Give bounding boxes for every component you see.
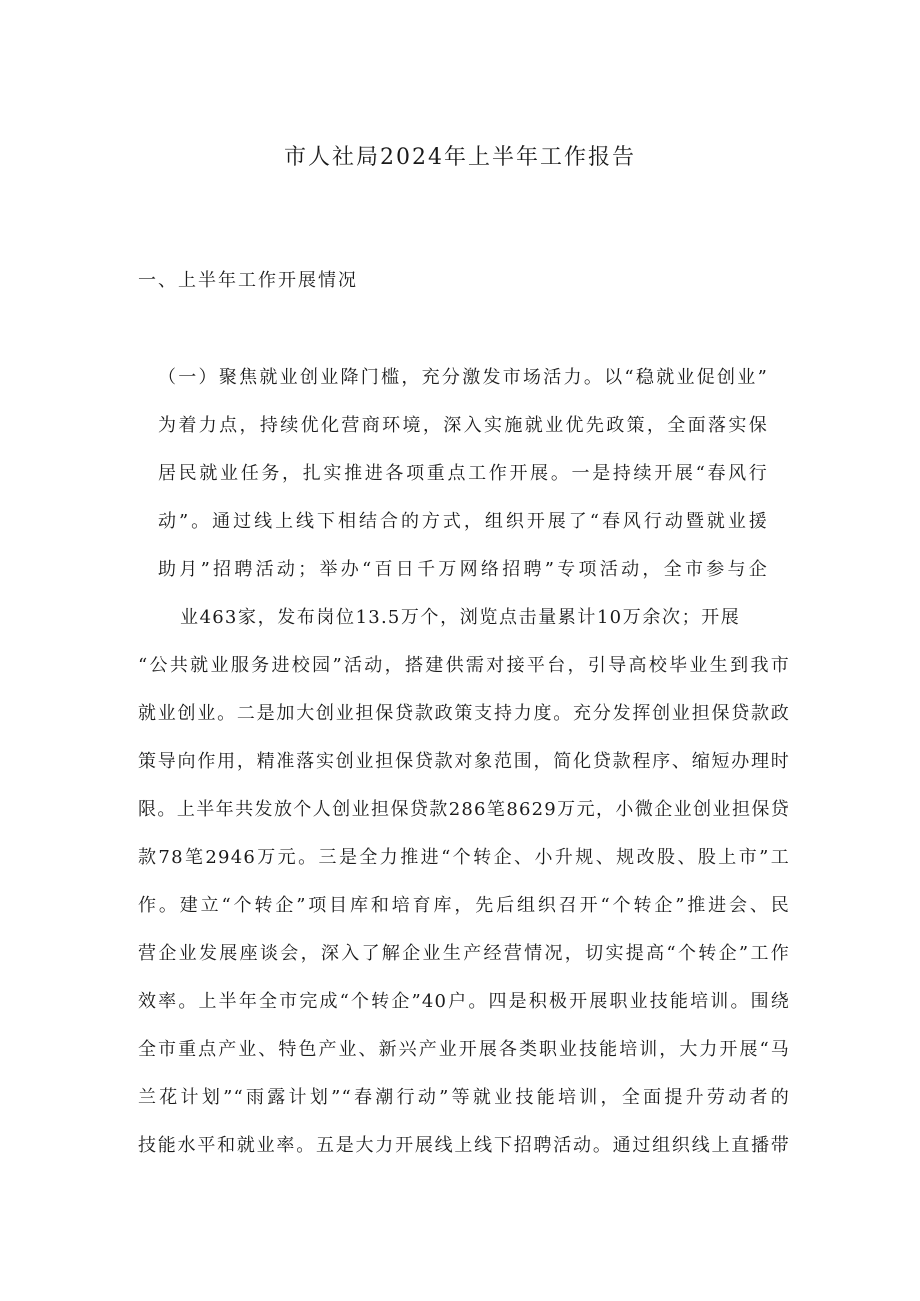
paragraph-line: 作。建立“个转企”项目库和培育库，先后组织召开“个转企”推进会、民 bbox=[138, 895, 790, 916]
paragraph-line: 策导向作用，精准落实创业担保贷款对象范围，简化贷款程序、缩短办理时 bbox=[138, 751, 790, 772]
paragraph-line: 为着力点，持续优化营商环境，深入实施就业优先政策，全面落实保 bbox=[158, 415, 768, 436]
paragraph-line: 款78笔2946万元。三是全力推进“个转企、小升规、规改股、股上市”工 bbox=[138, 847, 790, 868]
paragraph-line: 业463家，发布岗位13.5万个，浏览点击量累计10万余次；开展 bbox=[180, 607, 740, 628]
paragraph-line: “公共就业服务进校园”活动，搭建供需对接平台，引导高校毕业生到我市 bbox=[138, 655, 790, 676]
paragraph-line: 效率。上半年全市完成“个转企”40户。四是积极开展职业技能培训。围绕 bbox=[138, 991, 790, 1012]
paragraph-line: 全市重点产业、特色产业、新兴产业开展各类职业技能培训，大力开展“马 bbox=[138, 1039, 790, 1060]
paragraph-line: 营企业发展座谈会，深入了解企业生产经营情况，切实提高“个转企”工作 bbox=[138, 943, 790, 964]
paragraph-line: 就业创业。二是加大创业担保贷款政策支持力度。充分发挥创业担保贷款政 bbox=[138, 703, 790, 724]
document-title: 市人社局2024年上半年工作报告 bbox=[284, 145, 636, 170]
paragraph-line: 居民就业任务，扎实推进各项重点工作开展。一是持续开展“春风行 bbox=[158, 463, 768, 484]
paragraph-line: 限。上半年共发放个人创业担保贷款286笔8629万元，小微企业创业担保贷 bbox=[138, 799, 790, 820]
paragraph-line: 兰花计划”“雨露计划”“春潮行动”等就业技能培训，全面提升劳动者的 bbox=[138, 1087, 790, 1108]
paragraph-line: 技能水平和就业率。五是大力开展线上线下招聘活动。通过组织线上直播带 bbox=[138, 1135, 790, 1156]
paragraph-line: 动”。通过线上线下相结合的方式，组织开展了“春风行动暨就业援 bbox=[158, 511, 768, 532]
paragraph-line: （一）聚焦就业创业降门槛，充分激发市场活力。以“稳就业促创业” bbox=[158, 367, 768, 388]
section-heading: 一、上半年工作开展情况 bbox=[138, 270, 358, 291]
paragraph-line: 助月”招聘活动；举办“百日千万网络招聘”专项活动，全市参与企 bbox=[158, 559, 768, 580]
